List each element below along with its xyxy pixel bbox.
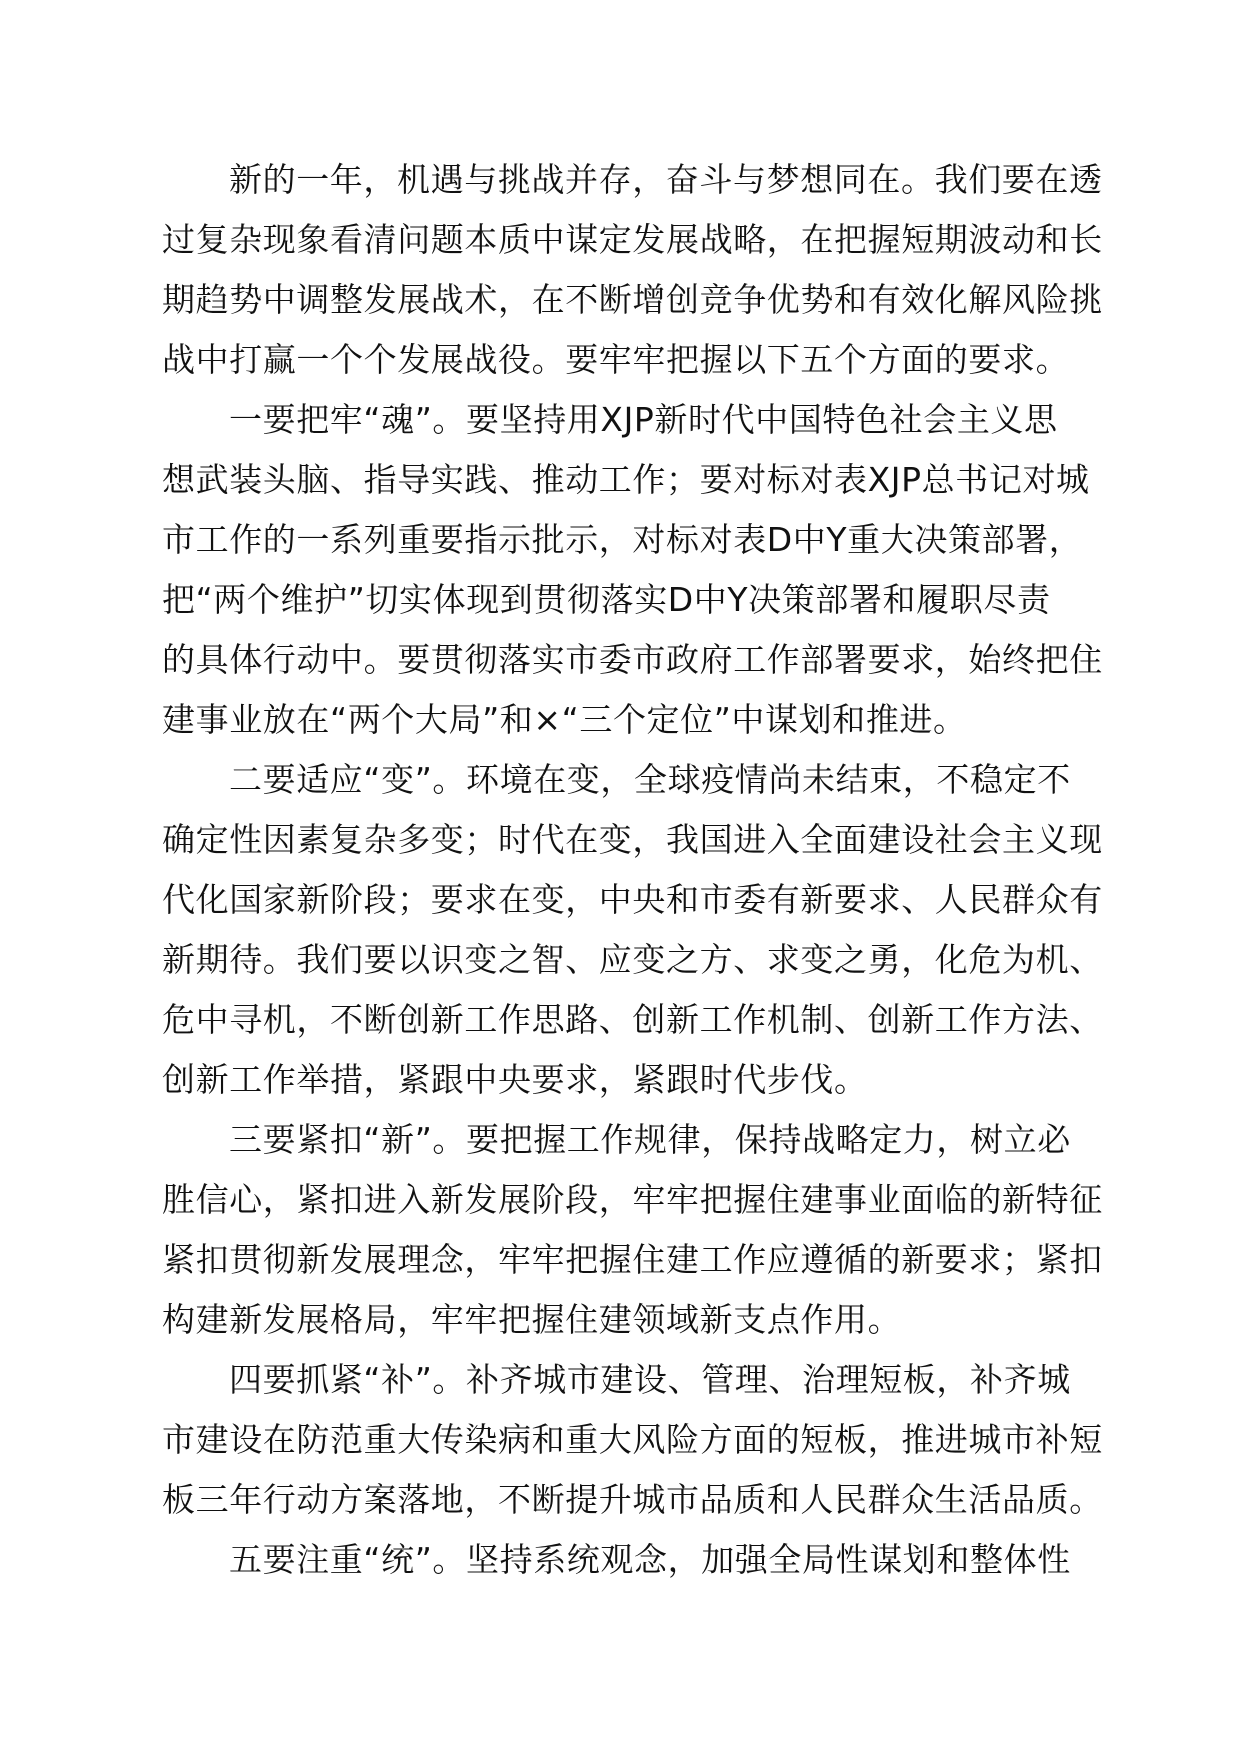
- text-line: 板三年行动方案落地，不断提升城市品质和人民群众生活品质。: [162, 1480, 1103, 1519]
- text-line: 危中寻机，不断创新工作思路、创新工作机制、创新工作方法、: [162, 1000, 1103, 1039]
- text-line: 一要把牢“魂”。要坚持用XJP新时代中国特色社会主义思: [229, 400, 1058, 439]
- text-line: 市工作的一系列重要指示批示，对标对表D中Y重大决策部署，: [162, 520, 1083, 559]
- text-line: 市建设在防范重大传染病和重大风险方面的短板，推进城市补短: [162, 1420, 1103, 1459]
- text-line: 二要适应“变”。环境在变，全球疫情尚未结束，不稳定不: [229, 760, 1071, 799]
- text-line: 过复杂现象看清问题本质中谋定发展战略，在把握短期波动和长: [162, 220, 1103, 259]
- paragraph-point-2: [162, 750, 1106, 1110]
- text-line: 新期待。我们要以识变之智、应变之方、求变之勇，化危为机、: [162, 940, 1103, 979]
- text-line: 建事业放在“两个大局”和×“三个定位”中谋划和推进。: [162, 700, 967, 739]
- text-line: 的具体行动中。要贯彻落实市委市政府工作部署要求，始终把住: [162, 640, 1103, 679]
- paragraph-point-1: [162, 390, 1106, 750]
- paragraph-point-5: [162, 1530, 1106, 1590]
- text-line: 确定性因素复杂多变；时代在变，我国进入全面建设社会主义现: [162, 820, 1103, 859]
- text-line: 新的一年，机遇与挑战并存，奋斗与梦想同在。我们要在透: [229, 160, 1103, 199]
- text-line: 把“两个维护”切实体现到贯彻落实D中Y决策部署和履职尽责: [162, 580, 1051, 619]
- paragraph-intro: [162, 150, 1106, 390]
- text-line: 四要抓紧“补”。补齐城市建设、管理、治理短板，补齐城: [229, 1360, 1071, 1399]
- text-line: 想武装头脑、指导实践、推动工作；要对标对表XJP总书记对城: [162, 460, 1090, 499]
- text-line: 期趋势中调整发展战术，在不断增创竞争优势和有效化解风险挑: [162, 280, 1103, 319]
- paragraph-point-3: [162, 1110, 1106, 1350]
- document-body: [162, 150, 1106, 1590]
- paragraph-point-4: [162, 1350, 1106, 1530]
- text-line: 五要注重“统”。坚持系统观念，加强全局性谋划和整体性: [229, 1540, 1071, 1579]
- text-line: 构建新发展格局，牢牢把握住建领域新支点作用。: [162, 1300, 902, 1339]
- text-line: 三要紧扣“新”。要把握工作规律，保持战略定力，树立必: [229, 1120, 1071, 1159]
- text-line: 代化国家新阶段；要求在变，中央和市委有新要求、人民群众有: [162, 880, 1103, 919]
- text-line: 紧扣贯彻新发展理念，牢牢把握住建工作应遵循的新要求；紧扣: [162, 1240, 1103, 1279]
- text-line: 创新工作举措，紧跟中央要求，紧跟时代步伐。: [162, 1060, 868, 1099]
- text-line: 战中打赢一个个发展战役。要牢牢把握以下五个方面的要求。: [162, 340, 1070, 379]
- text-line: 胜信心，紧扣进入新发展阶段，牢牢把握住建事业面临的新特征: [162, 1180, 1103, 1219]
